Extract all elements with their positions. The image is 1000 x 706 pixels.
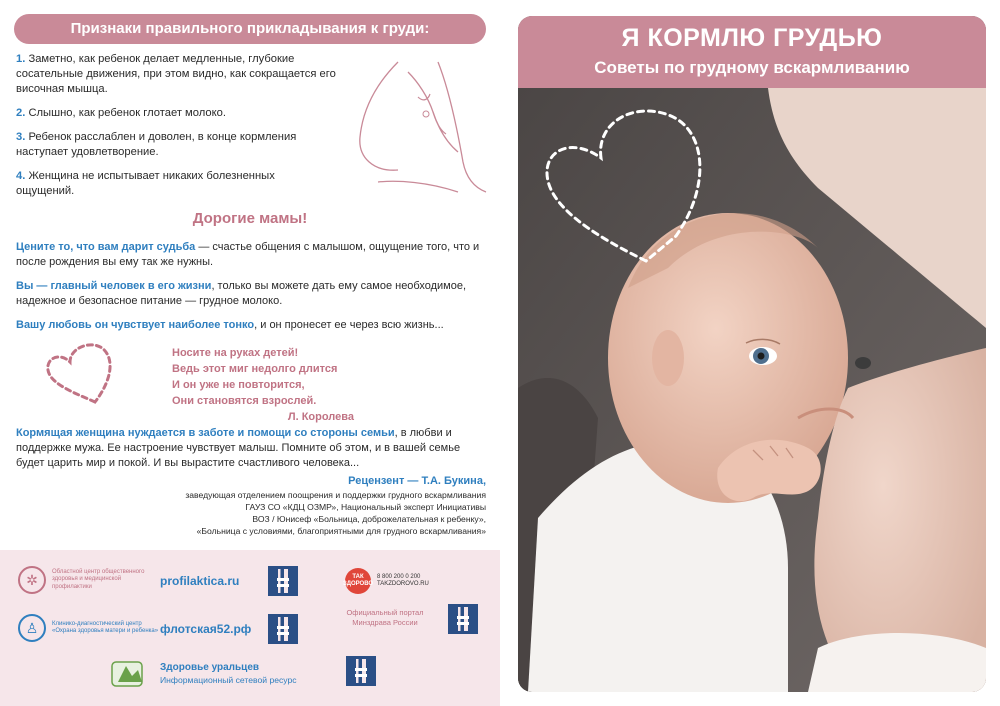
takzdorovo-site: TAKZDOROVO.RU: [377, 581, 429, 587]
ural-health-title: Здоровье уральцев: [160, 662, 260, 673]
breastfeeding-sketch-illustration: [338, 52, 488, 202]
sign-item: 4. Женщина не испытывает никаких болезненных ощущений.: [16, 170, 275, 197]
takzdorovo-phone: 8 800 200 0 200: [377, 573, 421, 580]
ural-health-logo-icon: [108, 656, 148, 690]
qr-code-icon: [268, 614, 298, 644]
site-flotskaya-link[interactable]: флотская52.рф: [160, 622, 252, 636]
paragraph-4: Кормящая женщина нуждается в заботе и помощи со стороны семьи, в любви и поддержке мужа. Ее настроение чувствует малыш. Помните об этом, и в вашей семье будет царить мир и покой. И вы вырастите счастливого человека...: [16, 427, 461, 469]
reviewer-line: ВОЗ / Юнисеф «Больница, доброжелательная к ребенку»,: [252, 514, 486, 524]
qr-code-icon: [346, 656, 376, 686]
poem-author: Л. Королева: [287, 411, 354, 423]
poem-line: Ведь этот миг недолго длится: [172, 363, 338, 375]
minzdrav-portal-label: Официальный портал Минздрава России: [346, 608, 424, 627]
dashed-heart-icon: [526, 96, 726, 276]
reviewer-line: заведующая отделением поощрения и поддержки грудного вскармливания: [185, 490, 486, 500]
paragraph-1: Цените то, что вам дарит судьба — счастье общения с малышом, ощущение того, что и после рождения вы ему так же нужны.: [16, 241, 480, 268]
reviewer-name: Рецензент — Т.А. Букина,: [348, 475, 486, 487]
sign-item: 3. Ребенок расслаблен и доволен, в конце кормления наступает удовлетворение.: [16, 131, 297, 158]
poem-line: Они становятся взрослей.: [172, 395, 317, 407]
signs-list: [16, 52, 336, 208]
sign-item: 2. Слышно, как ребенок глотает молоко.: [16, 107, 226, 119]
qr-code-icon: [448, 604, 478, 634]
site-profilaktica-link[interactable]: profilaktica.ru: [160, 574, 240, 588]
main-title: Я КОРМЛЮ ГРУДЬЮ: [621, 24, 883, 52]
ural-health-subtitle: Информационный сетевой ресурс: [160, 675, 297, 685]
paragraph-2: Вы — главный человек в его жизни, только вы можете дать ему самое необходимое, надежное и безопасное питание — грудное молоко.: [16, 280, 467, 307]
signs-title: Признаки правильного прикладывания к груди:: [14, 14, 486, 44]
org2-name: Клинико-диагностический центр «Охрана здоровья матери и ребенка»: [52, 620, 159, 634]
main-subtitle: Советы по грудному вскармливанию: [594, 58, 910, 77]
dear-moms-heading: Дорогие мамы!: [192, 210, 308, 227]
dashed-heart-icon: [40, 340, 120, 410]
org1-logo: [18, 566, 162, 594]
org2-emblem-icon: ♙: [18, 614, 46, 642]
reviewer-block: [110, 474, 486, 537]
org1-emblem-icon: ✲: [18, 566, 46, 594]
reviewer-line: «Больница с условиями, благоприятными для грудного вскармливания»: [196, 526, 486, 536]
paragraph-3: Вашу любовь он чувствует наиболее тонко, и он пронесет ее через всю жизнь...: [16, 319, 444, 331]
takzdorovo-logo: [342, 568, 429, 594]
takzdorovo-contacts: [377, 574, 429, 589]
qr-code-icon: [268, 566, 298, 596]
poem: [172, 345, 372, 425]
poem-line: И он уже не повторится,: [172, 379, 305, 391]
cover-panel: [518, 16, 986, 692]
org2-logo: [18, 614, 162, 642]
poem-line: Носите на руках детей!: [172, 347, 299, 359]
reviewer-line: ГАУЗ СО «КДЦ ОЗМР», Национальный эксперт Инициативы: [245, 502, 486, 512]
sign-item: 1. Заметно, как ребенок делает медленные, глубокие сосательные движения, при этом видно, как сокращается его височная мышца.: [16, 53, 336, 95]
org1-name: Областной центр общественного здоровья и медицинской профилактики: [52, 568, 145, 590]
takzdorovo-badge-icon: ТАК ЗДОРОВО: [345, 568, 371, 594]
